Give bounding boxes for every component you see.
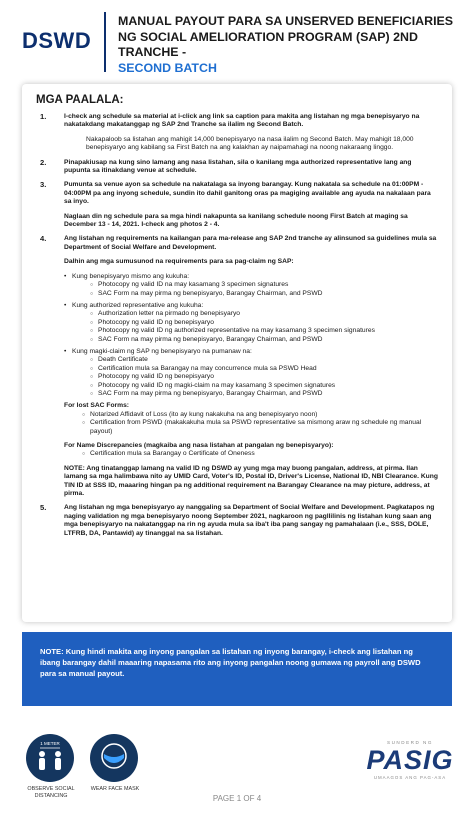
lost-forms-label: For lost SAC Forms: bbox=[64, 402, 130, 410]
requirement-group bbox=[64, 273, 438, 298]
requirement-item: ○ Photocopy ng valid ID na may kasamang 3 specimen signatures bbox=[90, 281, 438, 289]
requirement-item: ○ SAC Form na may pirma ng benepisyaryo, Barangay Chairman, and PSWD bbox=[90, 336, 438, 344]
requirement-item: ○ Photocopy ng valid ID ng benepisyaryo bbox=[90, 319, 438, 327]
requirement-item: ○ SAC Form na may pirma ng benepisyaryo, Barangay Chairman, and PSWD bbox=[90, 390, 438, 398]
requirement-item: ○ Photocopy ng valid ID ng authorized representative na may kasamang 3 specimen signatures bbox=[90, 327, 438, 335]
face-mask-label: WEAR FACE MASK bbox=[90, 786, 140, 792]
note-banner: NOTE: Kung hindi makita ang inyong pangalan sa listahan ng inyong barangay, i-check ang listahan ng ibang barangay dahil maaaring napasama rito ang inyong pangalan noong gumawa ng payroll ang DSWD para sa manual payout. bbox=[22, 632, 452, 706]
requirement-item: ○ Photocopy ng valid ID ng benepisyaryo bbox=[90, 373, 438, 381]
brand-name: PASIG bbox=[366, 745, 454, 775]
requirement-item: ○ Death Certificate bbox=[90, 356, 438, 364]
reminders-card bbox=[22, 84, 452, 622]
discrepancy-list bbox=[64, 450, 438, 458]
page-footer bbox=[0, 726, 474, 816]
reminders-heading: MGA PAALALA: bbox=[36, 94, 124, 106]
page-number: PAGE 1 OF 4 bbox=[212, 794, 262, 803]
group-label: • Kung magki-claim ng SAP ng benepisyaryo na pumanaw na: ○ Death Certificate ○ Certification mula sa Barangay na may concurrence mula sa PSWD Head ○ Photocopy ng valid ID ng benepisyaryo ○ Photocopy ng valid ID ng magki-claim na may kasamang 3 specimen signatures ○ SAC Form na may pirma ng benepisyaryo, Barangay Chairman, and PSWD bbox=[64, 348, 438, 398]
pasig-logo bbox=[360, 740, 460, 780]
item-4-intro: Dalhin ang mga sumusunod na requirements para sa pag-claim ng SAP: bbox=[64, 258, 294, 266]
item-3-detail: Naglaan din ng schedule para sa mga hindi nakapunta sa kanilang schedule noong First Batch at maging sa December 13 - 14, 2021. I-check ang photos 2 - 4. bbox=[64, 212, 408, 229]
page-title bbox=[118, 14, 458, 76]
item-3-text: Pumunta sa venue ayon sa schedule na nakatalaga sa inyong barangay. Kung nakatala sa schedule na 01:00PM - 04:00PM pa ang inyong schedule, sundin ito dahil ganitong oras pa magiging available ang ayuda na nakalaan para sa inyo. bbox=[64, 181, 431, 206]
item-number: 2. bbox=[40, 157, 47, 167]
item-1-text: I-check ang schedule sa material at i-click ang link sa caption para makita ang listahan ng mga benepisyaryo na nakatakdang makatanggap ng SAP 2nd Tranche sa ilalim ng Second Batch. bbox=[64, 113, 420, 129]
requirement-item: ○ Notarized Affidavit of Loss (ito ay kung nakakuha na ang benepisyaryo noon) bbox=[82, 411, 438, 419]
lost-forms-list bbox=[64, 411, 438, 436]
reminder-item-3 bbox=[36, 181, 438, 229]
page-header bbox=[0, 0, 474, 82]
valid-id-note: NOTE: Ang tinatanggap lamang na valid ID ng DSWD ay yung mga may buong pangalan, address, at pirma. Ilan lamang sa mga halimbawa nito ay UMID Card, Voter's ID, Postal ID, Driver's License, National ID, NBI Clearance. Kung TIN ID at SSS ID, maaaring hingan pa ng additional requirement na Barangay Clearance na may picture, address, at pirma. bbox=[64, 464, 438, 498]
item-2-text: Pinapakiusap na kung sino lamang ang nasa listahan, sila o kanilang mga authorized representative lang ang pupunta sa itinakdang venue at schedule. bbox=[64, 158, 412, 175]
requirement-group bbox=[64, 302, 438, 344]
group-label: • Kung authorized representative ang kukuha: ○ Authorization letter na pirmado ng benepisyaryo ○ Photocopy ng valid ID ng benepisyaryo ○ Photocopy ng valid ID ng authorized representative na may kasamang 3 specimen signatures ○ SAC Form na may pirma ng benepisyaryo, Barangay Chairman, and PSWD bbox=[64, 302, 438, 344]
requirement-item: ○ Photocopy ng valid ID ng magki-claim na may kasamang 3 specimen signatures bbox=[90, 382, 438, 390]
reminder-item-1 bbox=[36, 113, 438, 153]
social-distancing-icon bbox=[26, 734, 74, 782]
requirement-group bbox=[64, 348, 438, 398]
brand-top-text: SUNDERD NG bbox=[387, 740, 433, 745]
requirement-item: ○ Certification mula sa Barangay o Certificate of Oneness bbox=[82, 450, 438, 458]
reminder-item-2 bbox=[36, 159, 438, 176]
item-number: 3. bbox=[40, 180, 47, 190]
title-subtitle: SECOND BATCH bbox=[118, 60, 217, 75]
item-5-text: Ang listahan ng mga benepisyaryo ay nanggaling sa Department of Social Welfare and Development. Pagkatapos ng naging validation ng mga benepisyaryo noong September 2021, nagkaroon ng pagllilinis ng listahan kung saan ang mga benepisyaryo na nakatanggap na rin ng ayuda mula sa iba't iba pang sangay ng pamahalaan (i.e., SSS, DOLE, LTFRB, DA, Pantawid) ay tinanggal na sa listahan. bbox=[64, 504, 435, 537]
title-main: MANUAL PAYOUT PARA SA UNSERVED BENEFICIARIES NG SOCIAL AMELIORATION PROGRAM (SAP) 2ND TRANCHE - bbox=[118, 14, 454, 59]
requirement-item: ○ Authorization letter na pirmado ng benepisyaryo bbox=[90, 310, 438, 318]
requirement-item: ○ Certification from PSWD (makakakuha mula sa PSWD representative sa mismong araw ng schedule ng manual payout) bbox=[82, 419, 438, 436]
item-number: 5. bbox=[40, 503, 47, 513]
item-number: 4. bbox=[40, 234, 47, 244]
face-mask-icon bbox=[90, 734, 138, 782]
requirement-item: ○ SAC Form na may pirma ng benepisyaryo, Barangay Chairman, and PSWD bbox=[90, 290, 438, 298]
item-4-text: Ang listahan ng requirements na kailangan para ma-release ang SAP 2nd tranche ay alinsunod sa guidelines mula sa Department of Social Welfare and Development. bbox=[64, 235, 437, 251]
item-1-detail: Nakapaloob sa listahan ang mahigit 14,000 benepisyaryo na nasa ilalim ng Second Batch. May mahigit 18,000 benepisyaryo ang kabilang sa First Batch na ang kalakhan ay naipamahagi na noong nakaraang linggo. bbox=[86, 135, 414, 152]
social-distancing-label: OBSERVE SOCIAL DISTANCING bbox=[27, 786, 75, 799]
group-label: • Kung benepisyaryo mismo ang kukuha: ○ Photocopy ng valid ID na may kasamang 3 specimen signatures ○ SAC Form na may pirma ng benepisyaryo, Barangay Chairman, and PSWD bbox=[64, 273, 438, 298]
dswd-logo: DSWD bbox=[22, 28, 92, 53]
discrepancy-label: For Name Discrepancies (magkaiba ang nasa listahan at pangalan ng benepisyaryo): bbox=[64, 442, 334, 449]
header-divider bbox=[104, 12, 106, 72]
item-number: 1. bbox=[40, 112, 47, 121]
reminder-item-5 bbox=[36, 504, 438, 538]
requirement-item: ○ Certification mula sa Barangay na may concurrence mula sa PSWD Head bbox=[90, 365, 438, 373]
reminder-item-4 bbox=[36, 235, 438, 498]
icon-meter-text: 1 METER bbox=[40, 741, 60, 746]
brand-tagline: UMAAGOS ANG PAG-ASA bbox=[373, 775, 447, 780]
